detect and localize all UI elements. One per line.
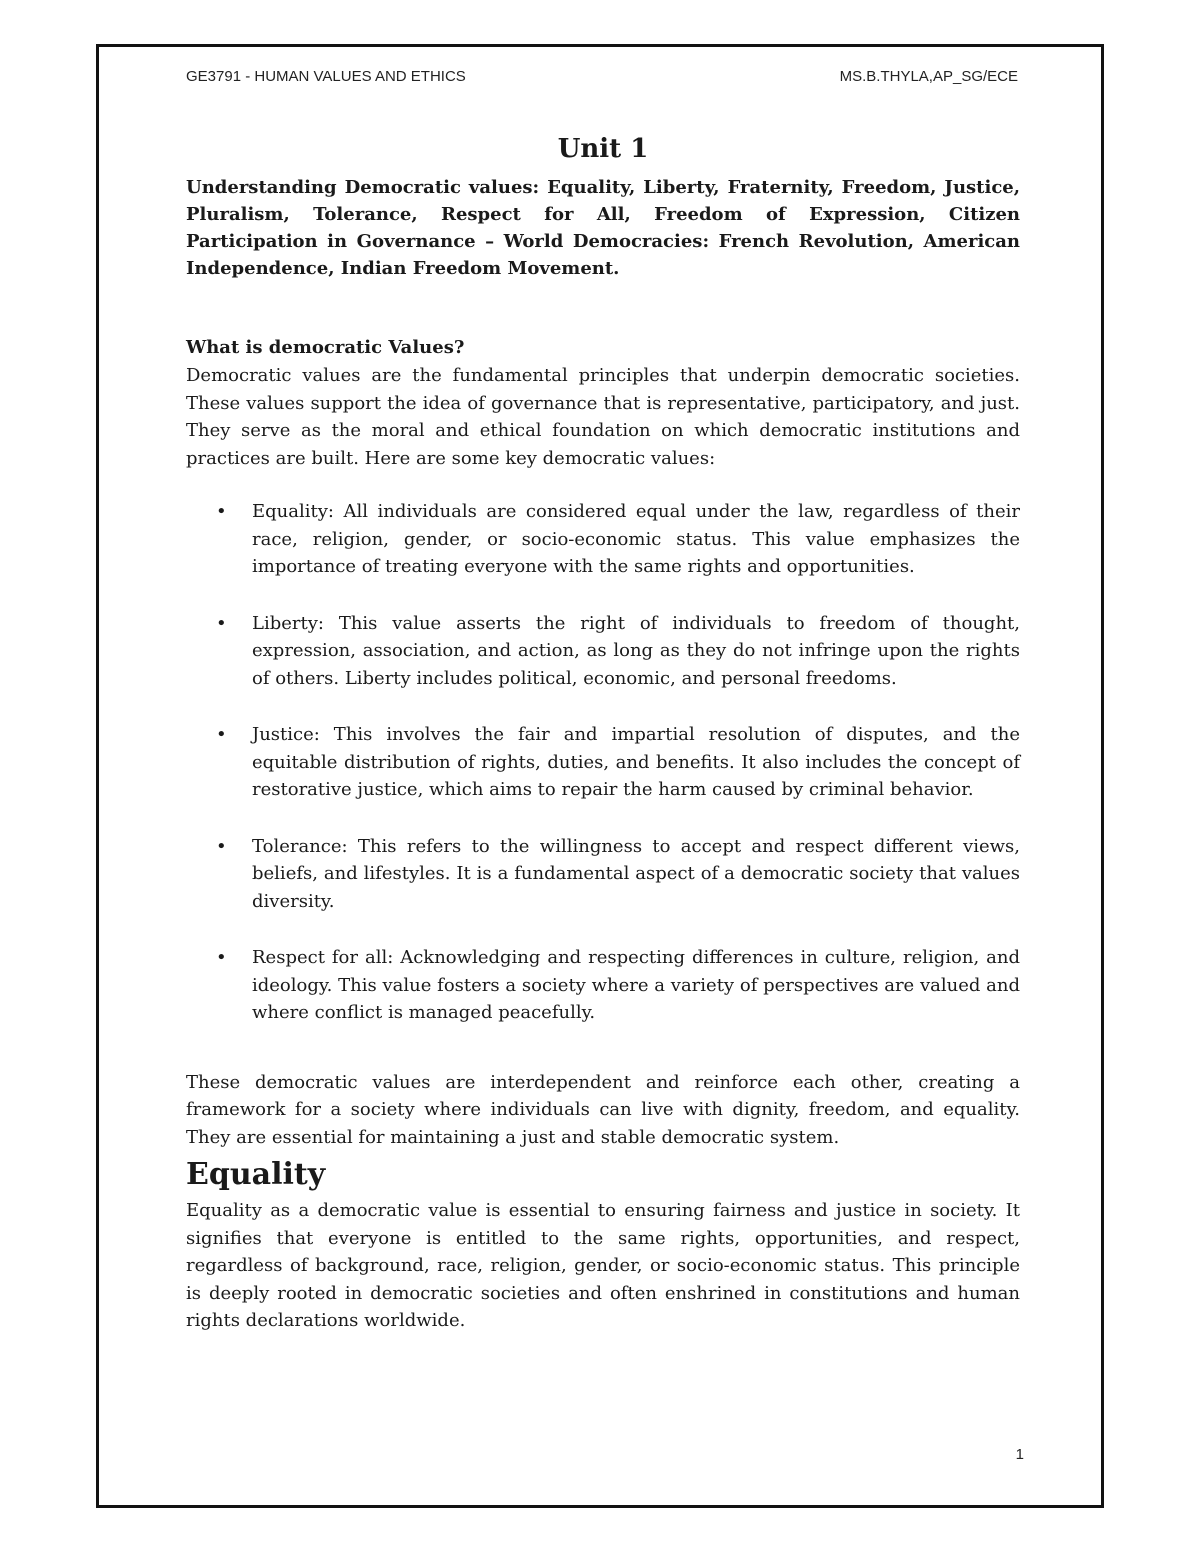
list-item-tolerance (186, 833, 1020, 916)
list-item-text: Respect for all: Acknowledging and respecting differences in culture, religion, and ideology. This value fosters a society where a variety of perspectives are valued and where conflict is managed peacefully. (252, 947, 1020, 1023)
bullet-icon: • (216, 612, 227, 634)
page-content (186, 132, 1020, 1335)
list-item-text: Justice: This involves the fair and impartial resolution of disputes, and the equitable distribution of rights, duties, and benefits. It also includes the concept of restorative justice, which aims to repair the harm caused by criminal behavior. (252, 724, 1020, 800)
page-header (186, 68, 1018, 85)
list-item-text: Equality: All individuals are considered equal under the law, regardless of their race, religion, gender, or socio-economic status. This value emphasizes the importance of treating everyone with the same rights and opportunities. (252, 501, 1020, 577)
section-heading-equality: Equality (186, 1157, 326, 1192)
list-item-justice (186, 721, 1020, 804)
equality-paragraph: Equality as a democratic value is essential to ensuring fairness and justice in society. It signifies that everyone is entitled to the same rights, opportunities, and respect, regardless of background, race, religion, gender, or socio-economic status. This principle is deeply rooted in democratic societies and often enshrined in constitutions and human rights declarations worldwide. (186, 1200, 1020, 1331)
bullet-icon: • (216, 947, 227, 968)
list-item-liberty (186, 610, 1020, 693)
header-course-title: GE3791 - HUMAN VALUES AND ETHICS (186, 68, 466, 85)
unit-topics: Understanding Democratic values: Equality, Liberty, Fraternity, Freedom, Justice, Pluralism, Tolerance, Respect for All, Freedom of Expression, Citizen Participation in Governance – World Democracies: French Revolution, American Independence, Indian Freedom Movement. (186, 177, 1020, 279)
closing-paragraph: These democratic values are interdependent and reinforce each other, creating a framework for a society where individuals can live with dignity, freedom, and equality. They are essential for maintaining a just and stable democratic system. (186, 1071, 1020, 1148)
unit-title: Unit 1 (557, 134, 649, 164)
list-item-respect-for-all (186, 944, 1020, 1027)
intro-paragraph: Democratic values are the fundamental principles that underpin democratic societies. These values support the idea of governance that is representative, participatory, and just. They serve as the moral and ethical foundation on which democratic institutions and practices are built. Here are some key democratic values: (186, 365, 1020, 469)
list-item-equality (186, 498, 1020, 581)
section-heading-democratic-values: What is democratic Values? (186, 337, 465, 358)
list-item-text: Liberty: This value asserts the right of individuals to freedom of thought, expression, association, and action, as long as they do not infringe upon the rights of others. Liberty includes political, economic, and personal freedoms. (252, 612, 1020, 689)
list-item-text: Tolerance: This refers to the willingness to accept and respect different views, beliefs, and lifestyles. It is a fundamental aspect of a democratic society that values diversity. (252, 835, 1020, 912)
bullet-icon: • (216, 724, 227, 745)
bullet-icon: • (216, 835, 227, 857)
bullet-icon: • (216, 501, 227, 522)
header-author: MS.B.THYLA,AP_SG/ECE (839, 68, 1018, 85)
democratic-values-list (186, 498, 1020, 1027)
page-number: 1 (1015, 1446, 1024, 1463)
